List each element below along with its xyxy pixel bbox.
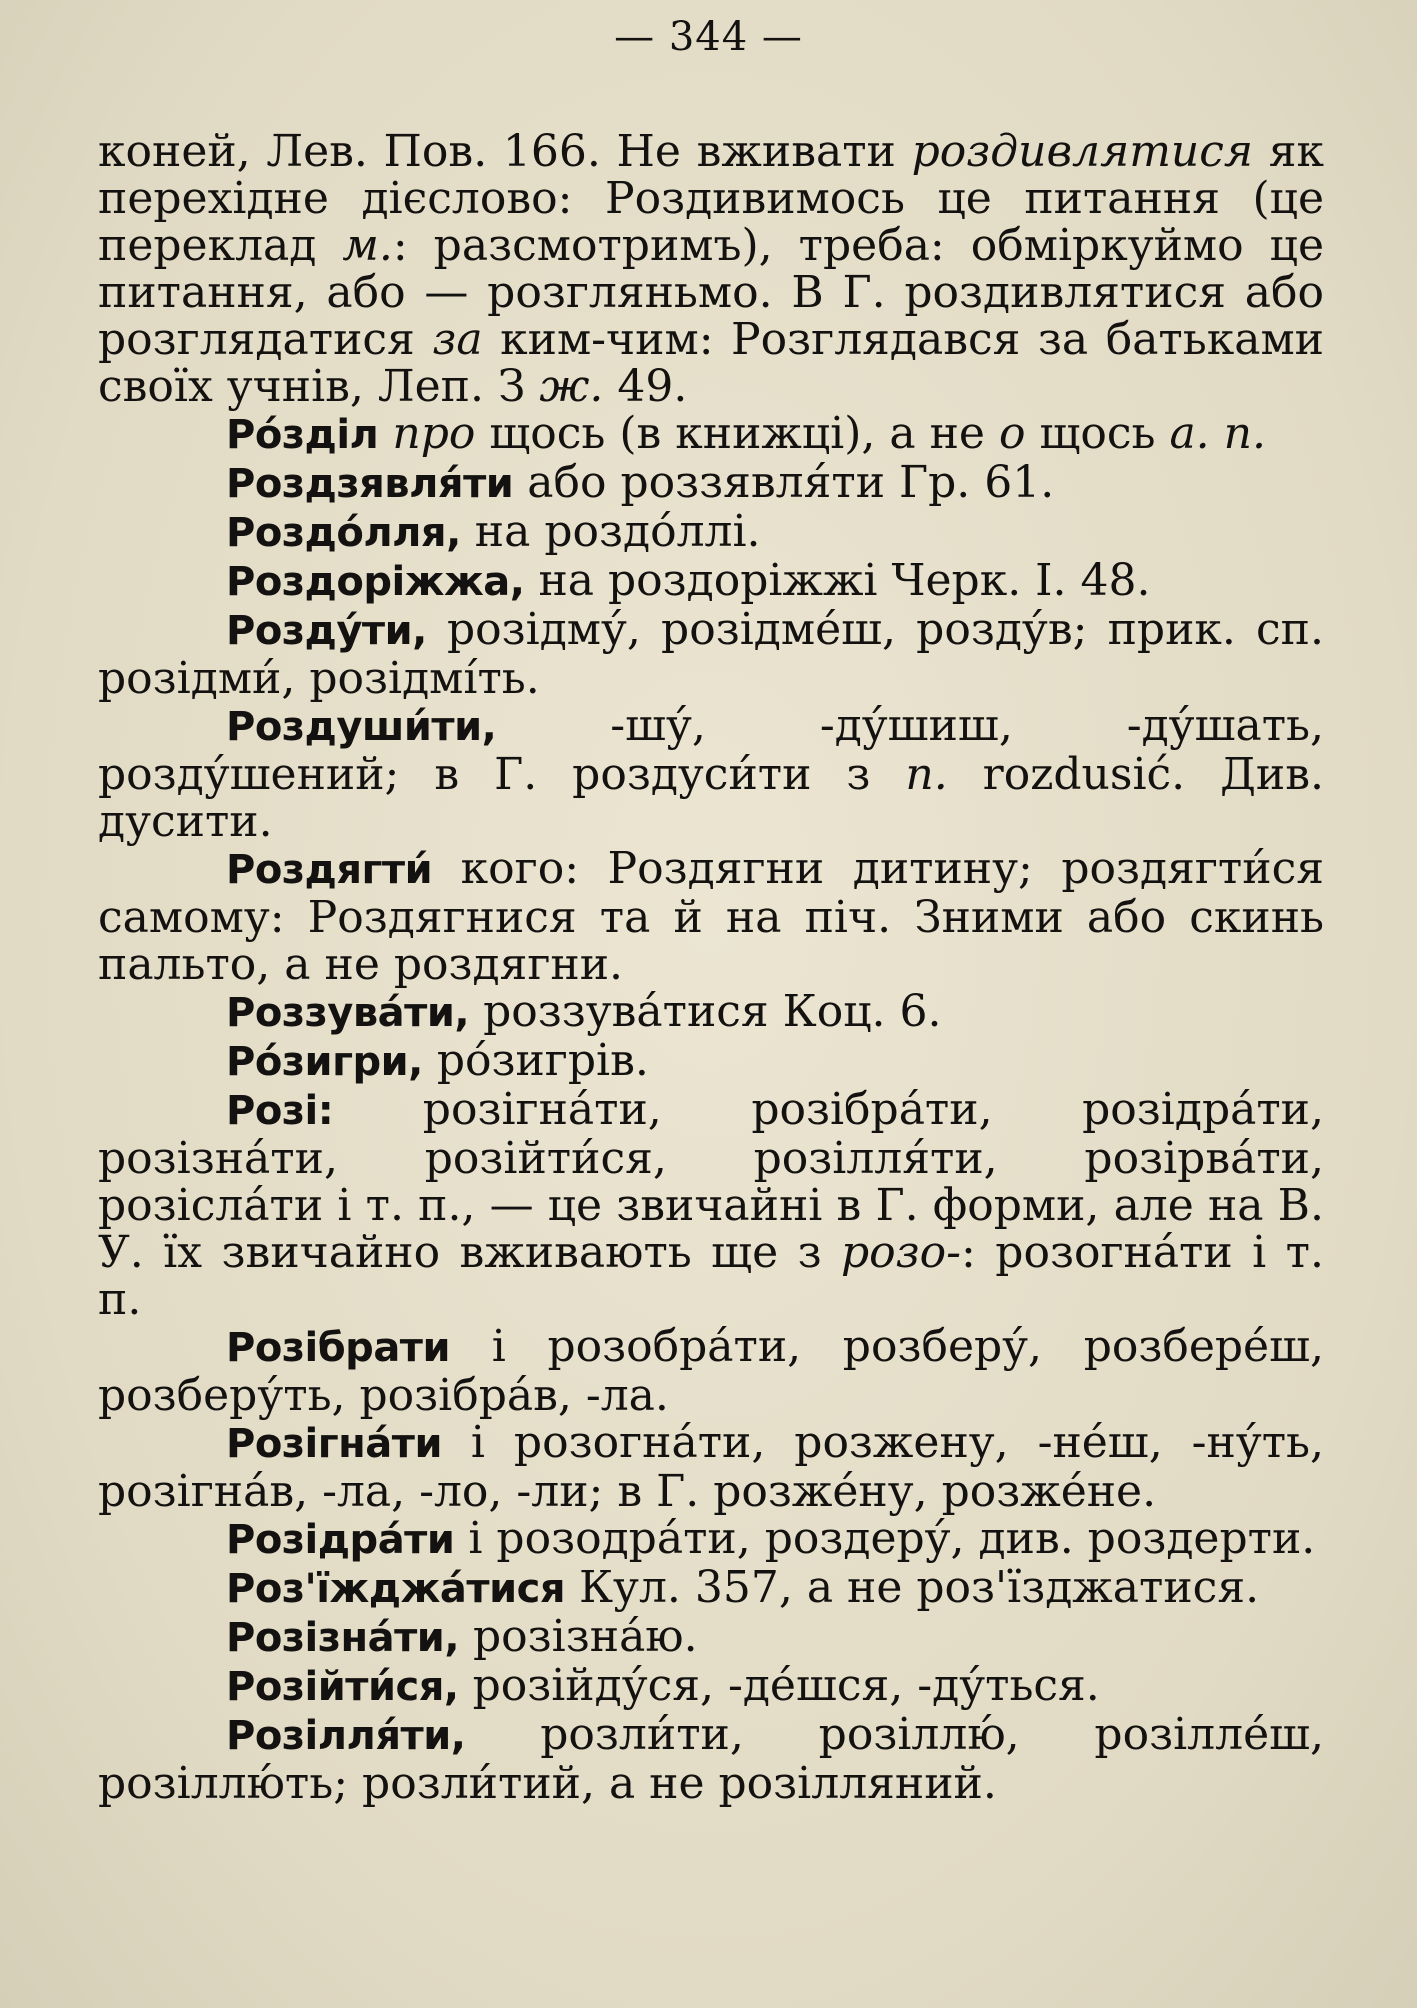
italic-text: м. — [342, 220, 393, 271]
italic-text: роздивлятися — [911, 126, 1254, 177]
headword: Розідра́ти — [226, 1517, 455, 1563]
italic-text: а. п. — [1169, 408, 1266, 459]
headword: Роздо́лля, — [226, 510, 461, 556]
entry-text: коней, Лев. Пов. 166. Не вживати — [98, 126, 912, 177]
italic-text: розо- — [841, 1227, 962, 1278]
dictionary-entry — [98, 1564, 1324, 1613]
italic-text: про — [392, 408, 476, 459]
page-number: — 344 — — [614, 14, 803, 60]
entry-text: або роззявля́ти Гр. 61. — [513, 457, 1055, 508]
dictionary-entry — [98, 1323, 1324, 1419]
dictionary-entry — [98, 1711, 1324, 1807]
italic-text: за — [432, 314, 483, 365]
entry-text: і розогна́ти, розжену, -не́ш, -ну́ть, розігна́в, -ла, -ло, -ли; в Г. розже́ну, розже́не. — [98, 1417, 1324, 1517]
headword: Роз'їжджа́тися — [226, 1566, 566, 1612]
entry-text: щось — [1025, 408, 1170, 459]
dictionary-entry — [98, 1419, 1324, 1515]
entry-text: : розогна́ти і т. п. — [98, 1227, 1325, 1325]
dictionary-entry — [98, 459, 1324, 508]
headword: Ро́зигри, — [226, 1039, 423, 1085]
dictionary-entry — [98, 410, 1324, 459]
headword: Роздзявля́ти — [226, 461, 514, 507]
headword: Роззува́ти, — [226, 990, 470, 1036]
entry-text: : разсмотримъ), треба: обміркуймо це питання, або — розгляньмо. В Г. роздивлятися або розглядатися — [98, 220, 1324, 365]
entry-text: розійду́ся, -де́шся, -ду́ться. — [458, 1660, 1100, 1711]
headword: Розілля́ти, — [226, 1713, 466, 1759]
entry-text: rozdusić. Див. дусити. — [98, 749, 1324, 847]
entry-text: і розодра́ти, роздеру́, див. роздерти. — [454, 1513, 1316, 1564]
dictionary-entry — [98, 557, 1324, 606]
entry-text: Кул. 357, а не роз'їзджатися. — [565, 1562, 1260, 1613]
entry-text: кого: Роздягни дитину; роздягти́ся самому: Роздягнися та й на піч. Зними або скинь пальто, а не роздягни. — [98, 843, 1324, 990]
dictionary-entry — [98, 508, 1324, 557]
entry-text: ро́зигрів. — [422, 1035, 649, 1086]
headword: Розігна́ти — [226, 1421, 442, 1467]
entry-text: -шу́, -ду́шиш, -ду́шать, розду́шений; в Г. роздуси́ти з — [98, 700, 1324, 800]
italic-text: ж. — [539, 361, 604, 412]
entry-text: на роздо́ллі. — [460, 506, 761, 557]
headword: Розду́ти, — [226, 608, 427, 654]
italic-text: п. — [905, 749, 948, 800]
headword: Роздягти́ — [226, 847, 433, 893]
dictionary-text — [98, 128, 1324, 1807]
entry-text: розігна́ти, розібра́ти, розідра́ти, розізна́ти, розійти́ся, розілля́ти, розірва́ти, розісла́ти і т. п., — це звичайні в Г. форми, але на В. У. їх звичайно вживають ще з — [98, 1084, 1324, 1278]
dictionary-entry — [98, 606, 1324, 702]
dictionary-entry — [98, 1662, 1324, 1711]
entry-text: роззува́тися Коц. 6. — [469, 986, 942, 1037]
entry-text: і розобра́ти, розберу́, розбере́ш, розберу́ть, розібра́в, -ла. — [98, 1321, 1324, 1421]
entry-text: як перехідне дієслово: Роздивимось це питання (це переклад — [98, 126, 1324, 271]
dictionary-entry — [98, 845, 1324, 988]
headword: Розібрати — [226, 1325, 451, 1371]
dictionary-entry — [98, 1613, 1324, 1662]
dictionary-entry — [98, 128, 1324, 410]
entry-text: розізна́ю. — [459, 1611, 698, 1662]
entry-text: щось (в книжці), а не — [475, 408, 999, 459]
entry-text: розли́ти, розіллю́, розілле́ш, розіллю́ть; розли́тий, а не розілляний. — [98, 1709, 1324, 1809]
headword: Розізна́ти, — [226, 1615, 460, 1661]
dictionary-entry — [98, 988, 1324, 1037]
headword: Розі: — [226, 1088, 334, 1134]
headword: Роздуши́ти, — [226, 704, 497, 750]
headword: Роздоріжжа, — [226, 559, 525, 605]
italic-text: о — [998, 408, 1026, 459]
dictionary-entry — [98, 1086, 1324, 1323]
entry-text: розідму́, розідме́ш, розду́в; прик. сп. розідми́, розідмі́ть. — [98, 604, 1324, 704]
entry-text: на роздоріжжі Черк. І. 48. — [524, 555, 1151, 606]
headword: Розійти́ся, — [226, 1664, 459, 1710]
dictionary-entry — [98, 1037, 1324, 1086]
dictionary-entry — [98, 702, 1324, 845]
entry-text: ким-чим: Розглядався за батьками своїх учнів, Леп. З — [98, 314, 1325, 412]
dictionary-entry — [98, 1515, 1324, 1564]
entry-text — [378, 408, 392, 459]
entry-text: 49. — [603, 361, 688, 412]
headword: Ро́зділ — [226, 412, 379, 458]
